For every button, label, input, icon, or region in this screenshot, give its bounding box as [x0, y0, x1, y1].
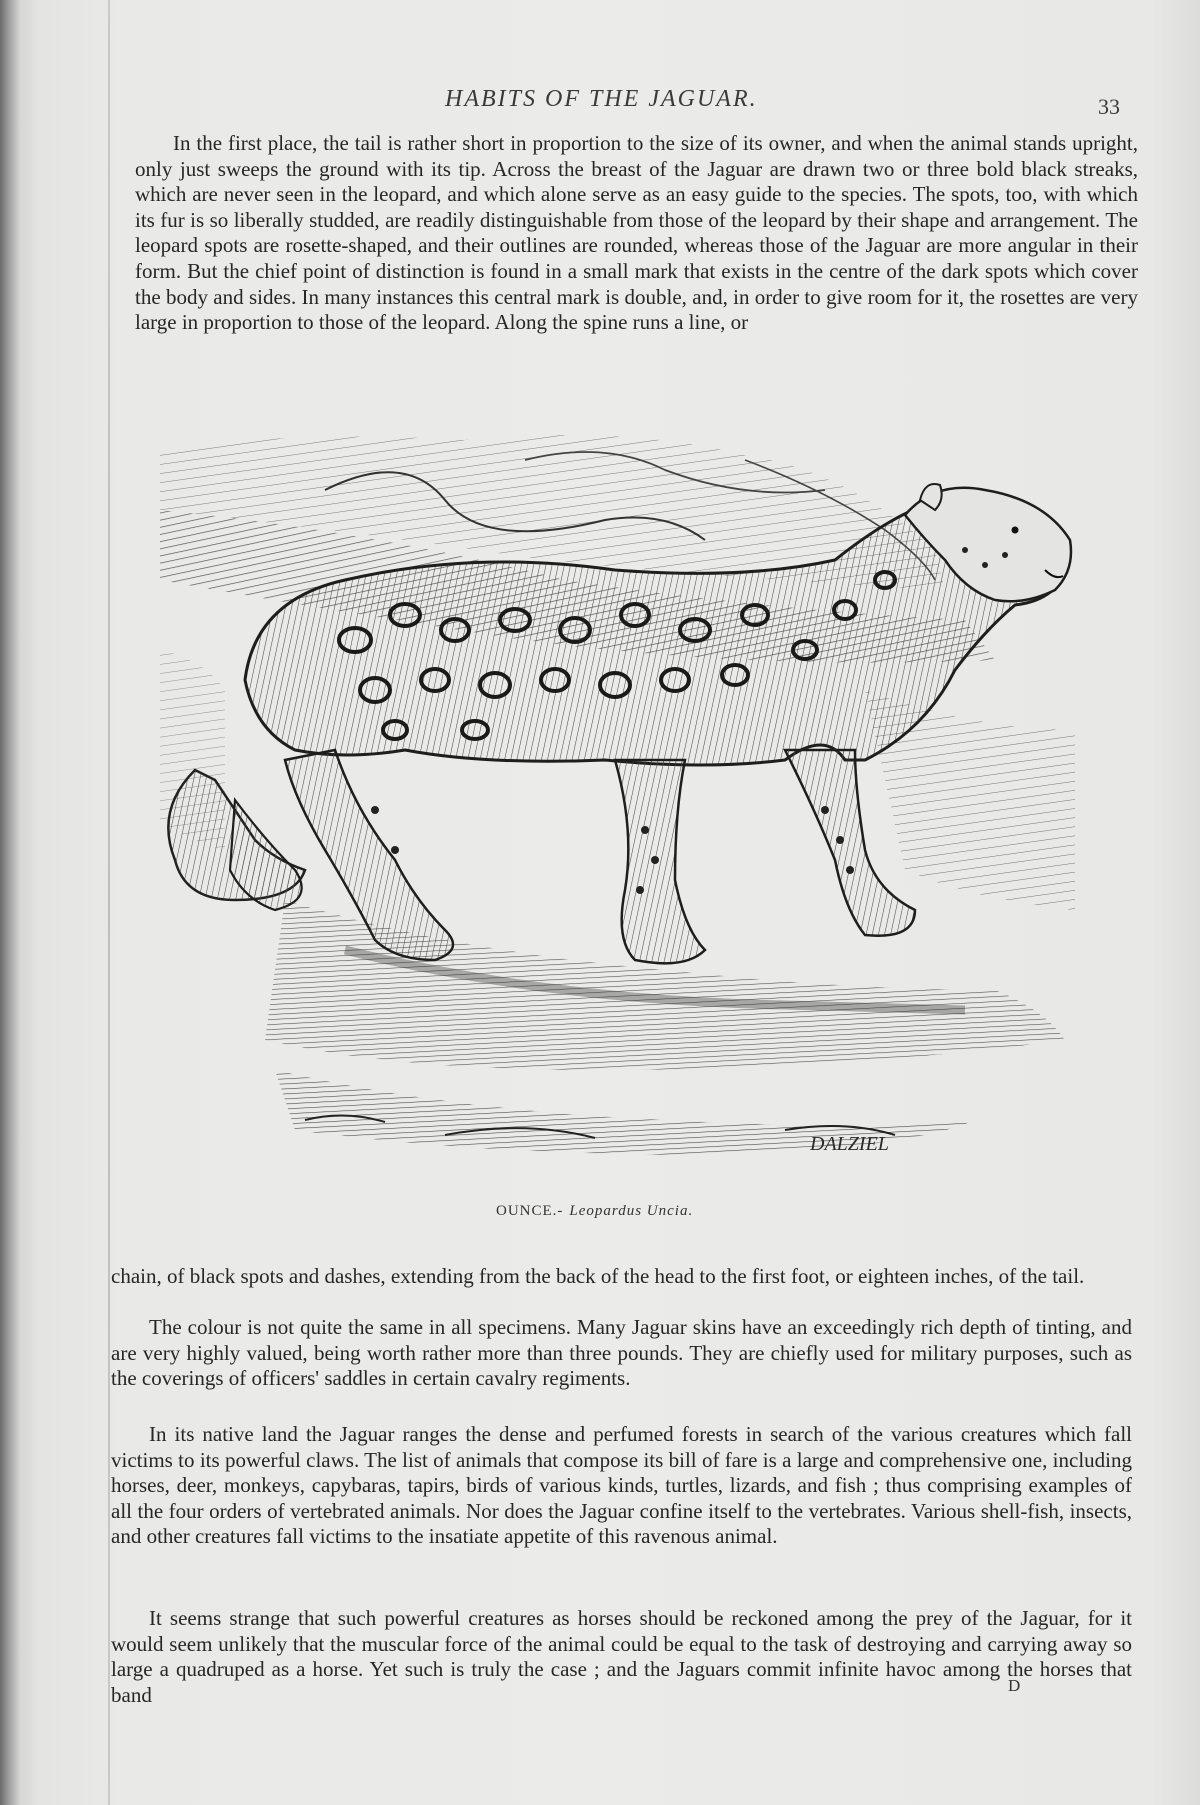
figure-caption	[496, 1203, 693, 1220]
engraving-svg	[145, 430, 1145, 1190]
paragraph-text: The colour is not quite the same in all specimens. Many Jaguar skins have an exceedingly rich depth of tinting, and are very highly valued, being worth rather more than three pounds. They are chiefly used for military purposes, such as the coverings of officers' saddles in certain cavalry regiments.	[111, 1315, 1132, 1391]
running-title: HABITS OF THE JAGUAR.	[445, 86, 758, 112]
caption-latin-name: Leopardus Uncia.	[569, 1203, 694, 1219]
ounce-illustration	[145, 430, 1145, 1190]
paragraph-text: In its native land the Jaguar ranges the dense and perfumed forests in search of the various creatures which fall victims to its powerful claws. The list of animals that compose its bill of fare is a large and comprehensive one, including horses, deer, monkeys, capybaras, tapirs, birds of various kinds, turtles, lizards, and fish ; thus comprising examples of all the four orders of vertebrated animals. Nor does the Jaguar confine itself to the vertebrates. Various shell-fish, insects, and other creatures fall victims to the insatiate appetite of this ravenous animal.	[111, 1422, 1132, 1549]
paragraph-text: In the first place, the tail is rather short in proportion to the size of its owner, and when the animal stands upright, only just sweeps the ground with its tip. Across the breast of the Jaguar are drawn two or three bold black streaks, which are never seen in the leopard, and which alone serve as an easy guide to the species. The spots, too, with which its fur is so liberally studded, are readily distinguishable from those of the leopard by their shape and arrangement. The leopard spots are rosette-shaped, and their outlines are rounded, whereas those of the Jaguar are more angular in their form. But the chief point of distinction is found in a small mark that exists in the centre of the dark spots which cover the body and sides. In many instances this central mark is double, and, in order to give room for it, the rosettes are very large in proportion to those of the leopard. Along the spine runs a line, or	[135, 131, 1138, 335]
paragraph-chain	[111, 1264, 1132, 1290]
page-edge-line	[108, 0, 110, 1805]
paragraph-horses	[111, 1606, 1132, 1708]
paragraph-text: chain, of black spots and dashes, extending from the back of the head to the first foot, or eighteen inches, of the tail.	[111, 1264, 1085, 1288]
paragraph-text: It seems strange that such powerful creatures as horses should be reckoned among the prey of the Jaguar, for it would seem unlikely that the muscular force of the animal could be equal to the task of destroying and carrying away so large a quadruped as a horse. Yet such is truly the case ; and the Jaguars commit infinite havoc among the horses that band	[111, 1606, 1132, 1707]
caption-name: OUNCE.-	[496, 1203, 564, 1219]
book-page	[111, 0, 1185, 1805]
paragraph-native-land	[111, 1422, 1132, 1550]
signature-mark: D	[1008, 1676, 1021, 1695]
engraver-signature: DALZIEL	[810, 1133, 889, 1155]
page-number: 33	[1098, 94, 1120, 119]
paragraph-colour	[111, 1315, 1132, 1392]
paragraph-tail-and-spots	[135, 131, 1138, 336]
